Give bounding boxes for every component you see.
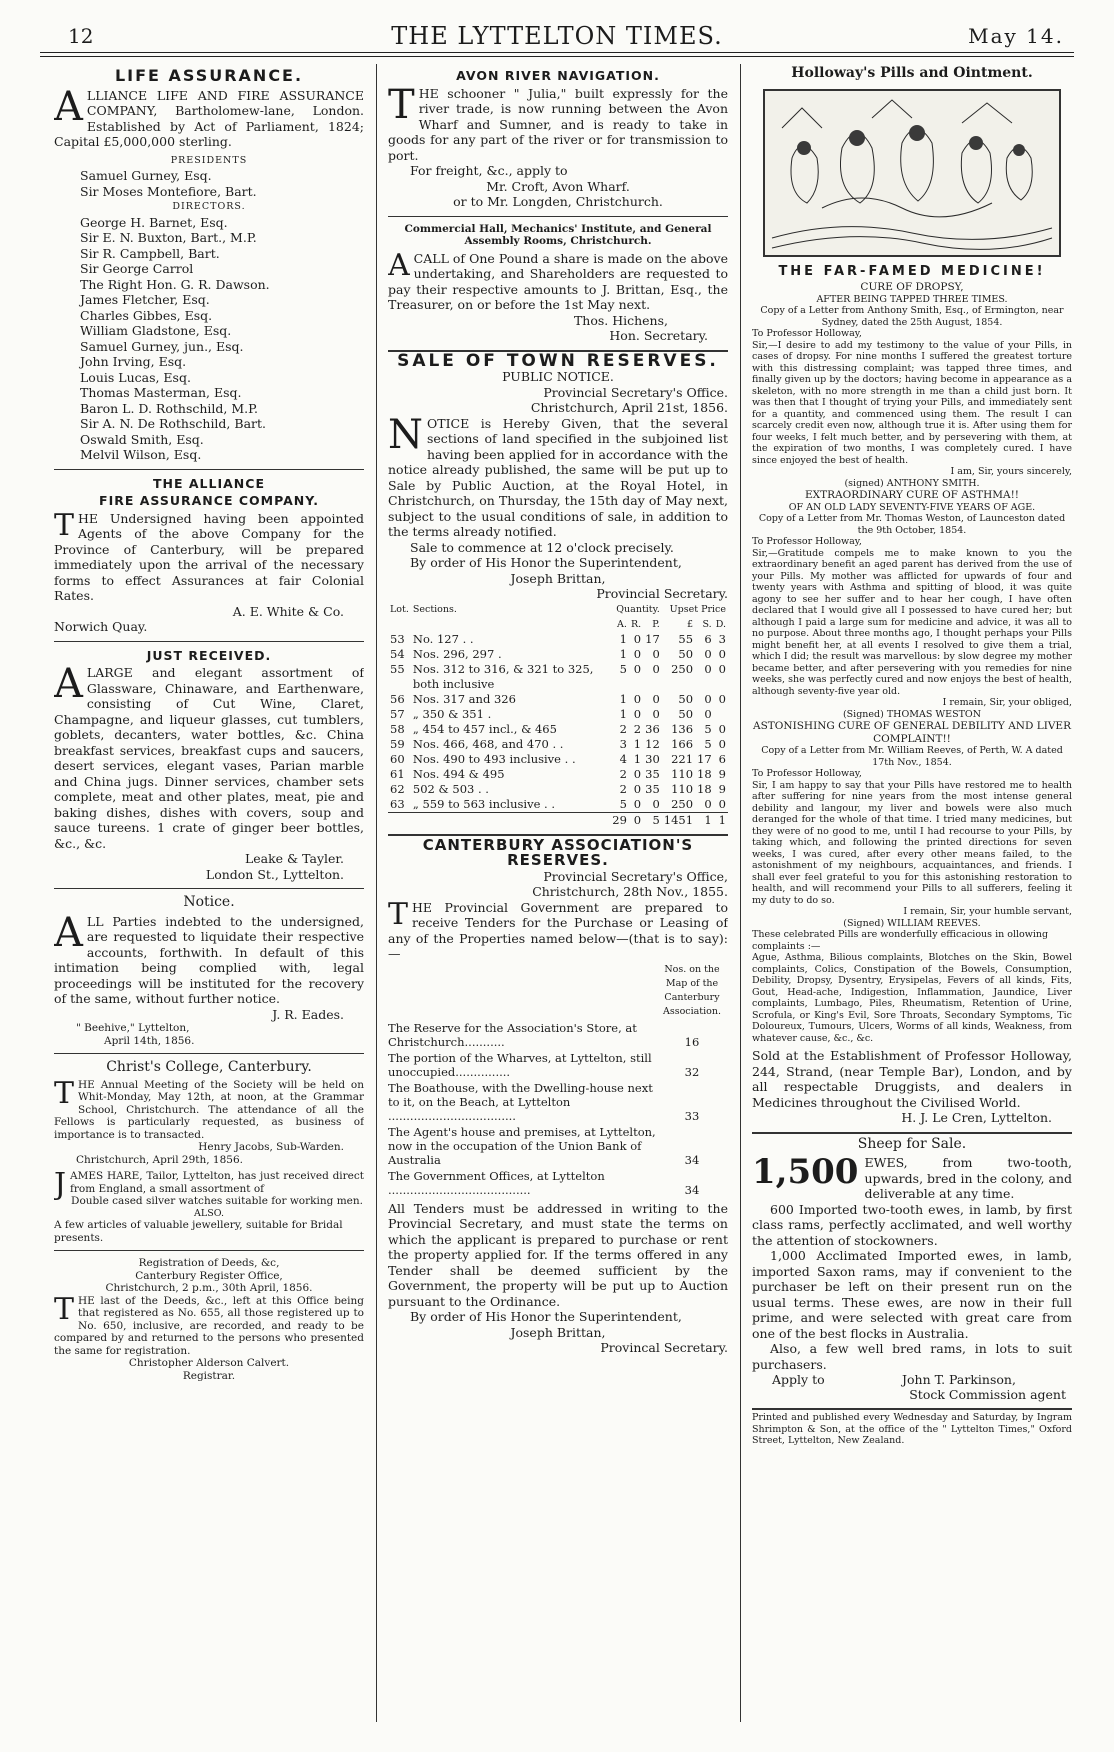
value-cell: 166: [671, 736, 694, 751]
value-cell: 0: [718, 736, 726, 751]
letter-intro: Copy of a Letter from Anthony Smith, Esq., of Ermington, near Sydney, dated the 25th August, 1854.: [760, 305, 1064, 328]
value-cell: 0: [633, 766, 642, 781]
section-cell: Nos. 317 and 326: [412, 691, 516, 706]
ad-signature: Leake & Tayler.: [244, 851, 344, 866]
printer-imprint: Printed and published every Wednesday and Saturday, by Ingram Shrimpton & Son, at the office of the " Lyttelton Times," Oxford Street, Lyttelton, New Zealand.: [752, 1412, 1072, 1446]
drop-cap: A: [54, 909, 83, 956]
value-cell: 17: [697, 751, 712, 766]
letter-body: Sir, I am happy to say that your Pills have restored me to health after suffering for nine years from the most intense general debility and langour, my liver and bowels were also much deranged for the whole of that time. I tried many medicines, but they were of no good to me, until I had recourse to your Pills, by taking which, and following the printed directions for seven weeks, I was cured, after every other means failed, to the astonishment of my neighbours, acquaintances, and friends. I shall ever feel grateful to you for this astonishing restoration to health, and will recommend your Pills to all sufferers, feeling it my duty to do so.: [752, 779, 1072, 906]
canterbury-reserves-ad: [388, 835, 728, 1356]
value-cell: 36: [645, 721, 660, 736]
section-heading: EXTRAORDINARY CURE OF ASTHMA!!: [804, 489, 1020, 501]
map-number: 32: [684, 1064, 700, 1079]
value-cell: 0: [718, 721, 726, 736]
ad-body: EWES, from two-tooth, upwards, bred in the colony, and deliverable at any time.: [864, 1155, 1072, 1201]
fire-assurance-ad: [54, 476, 364, 635]
value-cell: 2: [619, 766, 627, 781]
ad-place: London St., Lyttelton.: [205, 866, 344, 882]
value-cell: 6: [704, 631, 712, 646]
section-cell: Nos. 296, 297 .: [412, 646, 502, 661]
column-subheader: A.: [617, 618, 627, 630]
value-cell: 250: [671, 661, 694, 676]
drop-cap: N: [388, 411, 423, 458]
value-cell: 0: [633, 661, 642, 676]
christs-college-ad: [54, 1060, 364, 1166]
value-cell: 0: [718, 661, 726, 676]
value-cell: 1: [633, 751, 642, 766]
value-cell: 0: [633, 631, 642, 646]
lot-number: 62: [390, 781, 405, 796]
section-cell: Nos. 312 to 316, & 321 to 325, both inclusive: [412, 661, 594, 691]
director-name: The Right Hon. G. R. Dawson.: [80, 276, 270, 292]
drop-cap: A: [54, 661, 83, 707]
ad-body: CALL of One Pound a share is made on the above undertaking, and Shareholders are requested to pay their respective amounts to J. Brittan, Esq., the Treasurer, on or before the 1st May next.: [388, 250, 728, 312]
column-rule-1: [376, 64, 377, 1722]
value-cell: 110: [671, 766, 694, 781]
section-cell: „ 454 to 457 incl., & 465: [412, 721, 557, 736]
table-row: [388, 647, 728, 662]
ad-signature: Thos. Hichens,: [573, 312, 668, 328]
ad-signature: Christopher Alderson Calvert.: [128, 1357, 290, 1369]
agent-name: H. J. Le Cren, Lyttelton.: [901, 1110, 1052, 1125]
ad-heading: SALE OF TOWN RESERVES.: [397, 350, 719, 371]
lots-table: [388, 602, 728, 828]
apply-label: Apply to: [772, 1372, 825, 1387]
table-row: [388, 1124, 728, 1168]
value-cell: 0: [652, 706, 660, 721]
value-cell: 1: [619, 631, 627, 646]
ad-signer: Joseph Brittan,: [510, 570, 606, 586]
masthead-rule: [40, 52, 1074, 53]
value-cell: 0: [633, 781, 642, 796]
avon-river-ad: [388, 68, 728, 210]
director-name: Sir A. N. De Rothschild, Bart.: [80, 416, 266, 431]
value-cell: 35: [645, 766, 660, 781]
table-row: [388, 662, 728, 692]
ad-body: HE last of the Deeds, &c., left at this Office being that registered as No. 655, all those registered up to No. 650, inclusive, are recorded, and ready to be compared by and returned to the persons who presented the same for registration.: [54, 1294, 364, 1357]
ad-subheading: Canterbury Register Office,: [135, 1269, 283, 1282]
value-cell: 0: [704, 706, 712, 721]
value-cell: 4: [619, 751, 627, 766]
drop-cap: T: [388, 81, 415, 128]
letter-close: I am, Sir, yours sincerely,: [950, 466, 1072, 477]
table-row: [388, 632, 728, 647]
value-cell: 1: [633, 736, 642, 751]
ad-body-2: All Tenders must be addressed in writing to the Provincial Secretary, and must state the terms on which the applicant is prepared to purchase or rent the property applied for. If the terms offered in any Tender shall be deemed sufficient by the Government, the property will be put up to Auction pursuant to the Ordinance.: [388, 1200, 728, 1309]
value-cell: 1: [619, 691, 627, 706]
column-left: [54, 66, 364, 1382]
ad-line: By order of His Honor the Superintendent,: [410, 555, 682, 570]
letter-intro: Copy of a Letter from Mr. William Reeves, of Perth, W. A dated 17th Nov., 1854.: [761, 745, 1063, 768]
director-name: Oswald Smith, Esq.: [80, 431, 204, 447]
letter-signature: (Signed) WILLIAM REEVES.: [843, 917, 981, 929]
james-hare-ad: [54, 1167, 364, 1244]
lot-number: 58: [390, 721, 405, 736]
engraving-illustration: [762, 88, 1062, 258]
value-cell: 136: [671, 721, 694, 736]
ad-body: LL Parties indebted to the undersigned, are requested to liquidate their respective accounts, forthwith. In default of this intimation being complied with, legal proceedings will be instituted for the recovery of the same, without further notice.: [54, 913, 364, 1006]
director-name: George H. Barnet, Esq.: [80, 214, 228, 230]
column-header: Sections.: [412, 603, 457, 615]
lot-number: 60: [390, 751, 405, 766]
table-row: [388, 782, 728, 797]
sheep-for-sale-ad: [752, 1137, 1072, 1403]
presidents-label: PRESIDENTS: [170, 154, 248, 166]
value-cell: 2: [633, 721, 642, 736]
property-description: The Government Offices, at Lyttelton .......................................: [388, 1168, 605, 1197]
ad-heading: LIFE ASSURANCE.: [114, 66, 304, 85]
value-cell: 35: [645, 781, 660, 796]
ad-heading: Sheep for Sale.: [857, 1135, 967, 1152]
ad-heading: AVON RIVER NAVIGATION.: [456, 68, 660, 83]
ad-signature: Henry Jacobs, Sub-Warden.: [198, 1141, 344, 1153]
ad-heading: Notice.: [183, 894, 235, 910]
ad-body: HE schooner " Julia," built expressly for the river trade, is now running between the Avon Wharf and Sumner, and is ready to take in goods for any part of the river or for transmission to port.: [388, 85, 728, 163]
contact-title: Stock Commission agent: [909, 1387, 1066, 1402]
ad-place: " Beehive," Lyttelton,: [76, 1022, 190, 1034]
life-assurance-ad: [54, 68, 364, 463]
holloway-ad: [752, 66, 1072, 1126]
lot-number: 56: [390, 691, 405, 706]
column-header: Nos. on the Map of the Canterbury Association.: [662, 963, 722, 1017]
value-cell: 5: [704, 736, 712, 751]
value-cell: 5: [619, 796, 627, 811]
ad-tail: A few articles of valuable jewellery, suitable for Bridal presents.: [54, 1219, 343, 1244]
ad-paragraph: 1,000 Acclimated Imported ewes, in lamb, imported Saxon rams, may if convenient to the purchaser be left on their present run on the usual terms. These ewes, are now in their full prime, and were selected with great care from one of the best flocks in Australia.: [752, 1248, 1072, 1341]
column-subheader: S.: [702, 618, 712, 630]
director-name: Sir E. N. Buxton, Bart., M.P.: [80, 230, 257, 245]
ad-paragraph: Also, a few well bred rams, in lots to suit purchasers.: [752, 1341, 1072, 1372]
ad-office: Provincial Secretary's Office.: [543, 384, 728, 400]
value-cell: 50: [678, 691, 694, 706]
section-subheading: OF AN OLD LADY SEVENTY-FIVE YEARS OF AGE.: [788, 501, 1036, 513]
drop-cap: A: [54, 83, 83, 130]
table-row: [388, 767, 728, 782]
lot-number: 61: [390, 766, 405, 781]
table-row: [388, 1080, 728, 1124]
director-name: Samuel Gurney, jun., Esq.: [80, 338, 244, 354]
value-cell: 221: [671, 751, 694, 766]
property-description: The Reserve for the Association's Store, at Christchurch...........: [388, 1020, 637, 1049]
section-cell: Nos. 466, 468, and 470 . .: [412, 736, 564, 751]
issue-date: May 14.: [968, 24, 1064, 48]
ad-date: Christchurch, April 29th, 1856.: [76, 1153, 243, 1166]
ad-body: HE Provincial Government are prepared to receive Tenders for the Purchase or Leasing of any of the Properties named below—(that is to say):—: [388, 899, 728, 961]
page-number: 12: [68, 24, 94, 48]
property-description: The Boathouse, with the Dwelling-house next to it, on the Beach, at Lyttelton ...................................: [388, 1080, 653, 1123]
ad-body: LARGE and elegant assortment of Glassware, Chinaware, and Earthenware, consisting of Cut Wine, Claret, Champagne, and liqueur glasses, cut tumblers, goblets, decanters, water bottles, &c. China breakfast services, breakfast cups and saucers, desert services, elegant vases, Parian marble and China jugs. Dinner services, chamber sets complete, meat and other plates, meat, pie and baking dishes, dishes with covers, soup and sauce tureens. 1 crate of ginger beer bottles, &c., &c.: [54, 665, 364, 851]
ad-title: Provincal Secretary.: [600, 1340, 728, 1355]
column-right: [752, 66, 1072, 1447]
ad-heading: Registration of Deeds, &c,: [138, 1257, 280, 1269]
total-cell: 0: [633, 812, 642, 827]
ad-signature: A. E. White & Co.: [232, 603, 344, 619]
section-cell: 502 & 503 . .: [412, 781, 489, 796]
ad-body: HE Undersigned having been appointed Agents of the above Company for the Province of Canterbury, will be prepared immediately upon the arrival of the necessary forms to effect Assurances at fair Colonial Rates.: [54, 510, 364, 603]
president-name: Sir Moses Montefiore, Bart.: [80, 183, 257, 199]
value-cell: 9: [718, 781, 726, 796]
value-cell: 12: [645, 736, 660, 751]
value-cell: 0: [652, 646, 660, 661]
value-cell: 0: [633, 691, 642, 706]
drop-cap: T: [54, 1291, 75, 1327]
ad-tagline: THE FAR-FAMED MEDICINE!: [778, 263, 1046, 279]
ad-office: Provincial Secretary's Office,: [543, 868, 728, 884]
table-row: [388, 1050, 728, 1080]
drop-cap: T: [54, 1075, 75, 1111]
lot-number: 59: [390, 736, 405, 751]
column-header: Upset Price: [669, 603, 726, 615]
value-cell: [714, 707, 728, 722]
commercial-hall-ad: [388, 223, 728, 344]
ad-line: By order of His Honor the Superintendent,: [410, 1309, 682, 1324]
complaints-list: Ague, Asthma, Bilious complaints, Blotches on the Skin, Bowel complaints, Colics, Constipation of the Bowels, Consumption, Debility, Dropsy, Dysentry, Erysipelas, Fevers of all kinds, Fits, Gout, Head-ache, Indigestion, Inflammation, Jaundice, Liver complaints, Lumbago, Piles, Rheumatism, Retention of Urine, Scrofula, or King's Evil, Sore Throats, Secondary Symptoms, Tic Doloureux, Tumours, Ulcers, Worms of all kinds, Weakness, from whatever cause, &c., &c.: [752, 952, 1072, 1044]
value-cell: 1: [619, 646, 627, 661]
masthead-rule-lower: [40, 56, 1074, 57]
ad-heading: Commercial Hall, Mechanics' Institute, and General Assembly Rooms, Christchurch.: [404, 222, 712, 247]
ad-dateline: Christchurch, 2 p.m., 30th April, 1856.: [105, 1282, 313, 1294]
value-cell: 18: [697, 766, 712, 781]
ad-body: LLIANCE LIFE AND FIRE ASSURANCE COMPANY, Bartholomew-lane, London. Established by Act of Parliament, 1824; Capital £5,000,000 sterling.: [54, 87, 364, 149]
sale-of-town-reserves-ad: [388, 350, 728, 828]
ad-body: HE Annual Meeting of the Society will be held on Whit-Monday, May 12th, at noon, at the Grammar School, Christchurch. The attendance of all the Fellows is particularly requested, as business of importance is to transacted.: [54, 1078, 364, 1141]
drop-cap: A: [388, 247, 410, 283]
director-name: Louis Lucas, Esq.: [80, 369, 191, 385]
total-cell: 1451: [663, 812, 694, 827]
section-cell: Nos. 494 & 495: [412, 766, 505, 781]
value-cell: 0: [718, 646, 726, 661]
lot-number: 57: [390, 706, 405, 721]
property-description: The Agent's house and premises, at Lyttelton, now in the occupation of the Union Bank of Australia: [388, 1124, 656, 1167]
table-row: [388, 1168, 728, 1198]
section-cell: No. 127 . .: [412, 631, 474, 646]
sold-line: Sold at the Establishment of Professor Holloway, 244, Strand, (near Temple Bar), London, and by all respectable Druggists, and dealers in Medicines throughout the Civilised World.: [752, 1048, 1072, 1110]
ad-line: Double cased silver watches suitable for working men.: [71, 1195, 363, 1207]
value-cell: 50: [678, 646, 694, 661]
column-header: Quantity.: [616, 603, 660, 615]
directors-label: DIRECTORS.: [172, 201, 246, 212]
lot-number: 63: [390, 796, 405, 811]
ad-contact: Mr. Croft, Avon Wharf.: [486, 178, 630, 194]
ad-title: Registrar.: [182, 1369, 236, 1382]
lot-number: 53: [390, 631, 405, 646]
drop-cap: J: [54, 1167, 67, 1202]
ad-body: AMES HARE, Tailor, Lyttelton, has just received direct from England, a small assortment of: [70, 1170, 364, 1195]
value-cell: 9: [718, 766, 726, 781]
map-number: 33: [684, 1108, 700, 1123]
section-cell: „ 559 to 563 inclusive . .: [412, 796, 556, 811]
letter-close: I remain, Sir, your humble servant,: [903, 906, 1072, 917]
value-cell: 0: [718, 796, 726, 811]
table-row: [388, 707, 728, 722]
total-cell: 1: [704, 812, 712, 827]
letter-salutation: To Professor Holloway,: [752, 768, 862, 779]
map-number: 34: [684, 1182, 700, 1197]
section-heading: ASTONISHING CURE OF GENERAL DEBILITY AND LIVER COMPLAINT!!: [753, 720, 1071, 745]
director-name: Thomas Masterman, Esq.: [80, 385, 242, 400]
ad-signer: Joseph Brittan,: [510, 1324, 606, 1340]
column-rule-2: [740, 64, 741, 1722]
value-cell: 0: [704, 646, 712, 661]
ad-subheading: FIRE ASSURANCE COMPANY.: [99, 493, 319, 508]
section-cell: Nos. 490 to 493 inclusive . .: [412, 751, 576, 766]
value-cell: 18: [697, 781, 712, 796]
letter-salutation: To Professor Holloway,: [752, 328, 862, 339]
ad-heading: CANTERBURY ASSOCIATION'S RESERVES.: [422, 835, 694, 869]
ad-date: April 14th, 1856.: [104, 1034, 195, 1047]
lot-number: 55: [390, 661, 405, 676]
ad-date: Christchurch, 28th Nov., 1855.: [532, 884, 728, 899]
column-subheader: £: [687, 618, 694, 630]
value-cell: 250: [671, 796, 694, 811]
value-cell: 2: [619, 781, 627, 796]
ad-title: Provincial Secretary.: [596, 586, 728, 601]
letter-signature: (Signed) THOMAS WESTON: [842, 708, 982, 720]
value-cell: 30: [645, 751, 660, 766]
section-cell: „ 350 & 351 .: [412, 706, 492, 721]
letter-salutation: To Professor Holloway,: [752, 536, 862, 547]
ad-line: For freight, &c., apply to: [410, 163, 568, 178]
value-cell: 0: [704, 661, 712, 676]
total-cell: 1: [718, 812, 726, 827]
section-subheading: AFTER BEING TAPPED THREE TIMES.: [816, 293, 1008, 305]
table-row: [388, 1020, 728, 1050]
ad-title: Hon. Secretary.: [609, 328, 708, 343]
director-name: Sir George Carrol: [80, 261, 194, 276]
value-cell: 50: [678, 706, 694, 721]
value-cell: 17: [645, 631, 660, 646]
masthead: [40, 18, 1074, 52]
column-subheader: R.: [630, 618, 642, 630]
ad-signature: J. R. Eades.: [272, 1006, 344, 1022]
just-received-ad: [54, 648, 364, 883]
map-number: 16: [684, 1034, 700, 1049]
president-name: Samuel Gurney, Esq.: [80, 168, 212, 183]
value-cell: 1: [619, 706, 627, 721]
efficacy-line: These celebrated Pills are wonderfully efficacious in ollowing complaints :—: [752, 929, 1049, 952]
director-name: Sir R. Campbell, Bart.: [80, 245, 220, 261]
ad-body: OTICE is Hereby Given, that the several sections of land specified in the subjoined list having been applied for in accordance with the notice already published, the same will be put up to Sale by Public Auction, at the Royal Hotel, in Christchurch, on Thursday, the 15th day of May next, subject to the usual conditions of sale, in addition to the terms already notified.: [388, 415, 728, 539]
column-header: Lot.: [390, 603, 409, 615]
director-name: John Irving, Esq.: [80, 354, 187, 369]
column-subheader: P.: [652, 618, 660, 630]
property-description: The portion of the Wharves, at Lyttelton, still unoccupied...............: [388, 1050, 652, 1079]
value-cell: 110: [671, 781, 694, 796]
table-row: [388, 737, 728, 752]
ad-also: ALSO.: [194, 1207, 224, 1219]
ad-heading: JUST RECEIVED.: [146, 647, 272, 663]
table-row: [388, 722, 728, 737]
ad-place: Norwich Quay.: [54, 619, 148, 634]
value-cell: 0: [633, 796, 642, 811]
director-name: Melvil Wilson, Esq.: [80, 447, 202, 462]
ad-heading: Holloway's Pills and Ointment.: [791, 66, 1033, 81]
value-cell: 0: [704, 691, 712, 706]
value-cell: 0: [718, 691, 726, 706]
deeds-registration-ad: [54, 1257, 364, 1382]
ad-paragraph: 600 Imported two-tooth ewes, in lamb, by first class rams, perfectly acclimated, and well worthy the attention of stockowners.: [752, 1201, 1072, 1248]
ad-subheading: PUBLIC NOTICE.: [502, 369, 614, 384]
value-cell: 0: [633, 706, 642, 721]
value-cell: 0: [652, 691, 660, 706]
value-cell: 0: [652, 796, 660, 811]
table-row: [388, 692, 728, 707]
notice-ad: [54, 895, 364, 1047]
letter-close: I remain, Sir, your obliged,: [942, 697, 1072, 708]
letter-intro: Copy of a Letter from Mr. Thomas Weston, of Launceston dated the 9th October, 1854.: [758, 513, 1066, 536]
value-cell: 3: [718, 631, 726, 646]
drop-cap: T: [388, 896, 409, 932]
letter-body: Sir,—Gratitude compels me to make known to you the extraordinary benefit an aged parent has derived from the use of your Pills. My mother was afflicted for upwards of four and twenty years with Asthma and spitting of blood, it was quite agony to see her suffer and to hear her cough, I have often declared that I would give all I possessed to have cured her; but although I paid a large sum for medicine and advice, it was all to no purpose. About three months ago, I thought perhaps your Pills might benefit her, at all events I resolved to give them a trial, which I did; the result was marvellous: by slow degree my mother became better, and after persevering with you remedies for nine weeks, she was perfectly cured and now enjoys the best of health, although seventy-five year old.: [752, 547, 1072, 697]
director-name: Charles Gibbes, Esq.: [80, 307, 213, 323]
value-cell: 2: [619, 721, 627, 736]
newspaper-title: THE LYTTELTON TIMES.: [391, 22, 723, 50]
value-cell: 6: [718, 751, 726, 766]
letter-signature: (signed) ANTHONY SMITH.: [844, 477, 980, 489]
column-middle: [388, 66, 728, 1356]
drop-cap: T: [54, 507, 75, 543]
value-cell: 5: [704, 721, 712, 736]
big-number: 1,500: [752, 1152, 859, 1192]
value-cell: 0: [652, 661, 660, 676]
table-row: [388, 752, 728, 767]
contact-name: John T. Parkinson,: [902, 1372, 1016, 1387]
ad-contact: or to Mr. Longden, Christchurch.: [453, 194, 663, 209]
director-name: James Fletcher, Esq.: [80, 292, 210, 307]
value-cell: 55: [678, 631, 694, 646]
table-row: [388, 797, 728, 813]
total-cell: 29: [612, 812, 627, 827]
ad-heading: Christ's College, Canterbury.: [106, 1059, 312, 1075]
lot-number: 54: [390, 646, 405, 661]
value-cell: 0: [704, 796, 712, 811]
value-cell: 0: [633, 646, 642, 661]
total-cell: 5: [652, 812, 660, 827]
letter-body: Sir,—I desire to add my testimony to the value of your Pills, in cases of dropsy. For nine months I suffered the greatest torture with this distressing complaint; was tapped three times, and finally given up by the doctors; having become in appearance as a skeleton, with no more strength in me than a child just born. It was then that I thought of trying your Pills, and immediately sent for a quantity, and commenced using them. The result I can scarcely credit even now, although true it is. After using them for four weeks, I felt much better, and by persevering with them, at the expiration of two months, I was completely cured. I have since enjoyed the best of health.: [752, 339, 1072, 466]
ad-line: Sale to commence at 12 o'clock precisely.: [410, 539, 674, 555]
map-number: 34: [684, 1152, 700, 1167]
director-name: Baron L. D. Rothschild, M.P.: [80, 400, 258, 416]
ad-heading: THE ALLIANCE: [153, 475, 265, 491]
properties-table: [388, 962, 728, 1198]
director-name: William Gladstone, Esq.: [80, 323, 232, 338]
section-heading: CURE OF DROPSY,: [860, 281, 964, 293]
column-subheader: D.: [715, 618, 726, 630]
ad-date: Christchurch, April 21st, 1856.: [530, 400, 728, 415]
value-cell: 3: [619, 736, 627, 751]
value-cell: 5: [619, 661, 627, 676]
